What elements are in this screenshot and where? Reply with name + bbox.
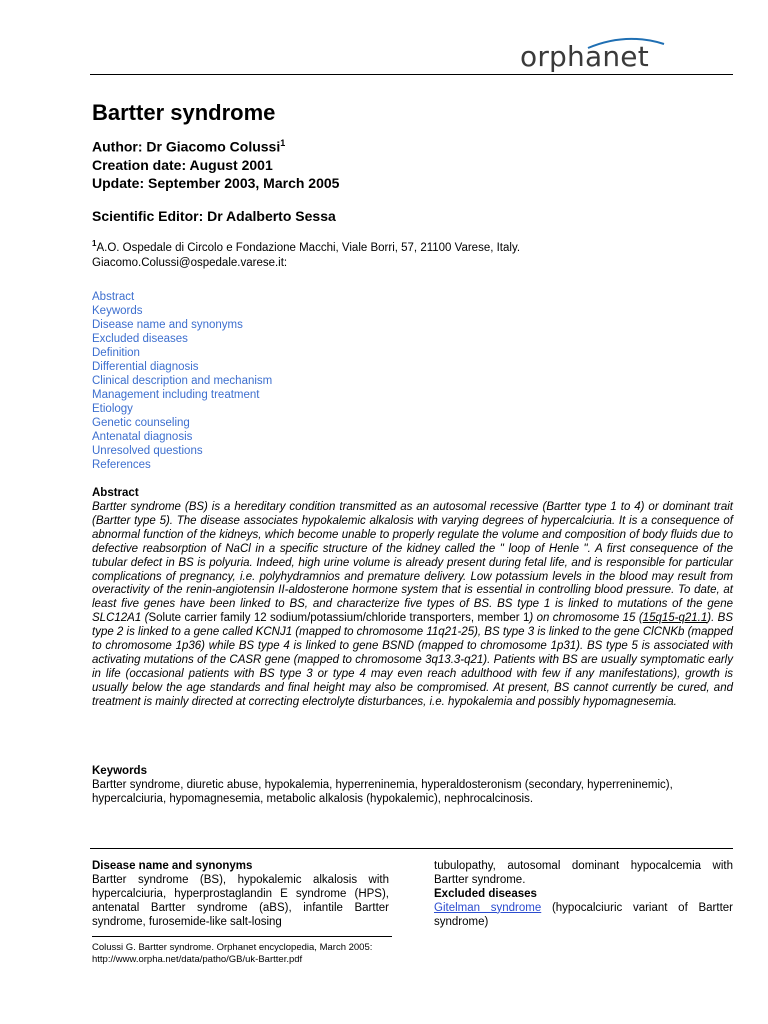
scientific-editor: Scientific Editor: Dr Adalberto Sessa: [92, 208, 336, 224]
header-rule: [90, 74, 733, 75]
page-title: Bartter syndrome: [92, 100, 276, 125]
synonyms-continuation: tubulopathy, autosomal dominant hypocalcemia with Bartter syndrome.: [434, 860, 733, 886]
footnote-rule: [92, 936, 392, 937]
toc-link-management[interactable]: Management including treatment: [92, 389, 260, 401]
toc-link-definition[interactable]: Definition: [92, 347, 140, 359]
toc-link-disease-name[interactable]: Disease name and synonyms: [92, 319, 243, 331]
author-text: Author: Dr Giacomo Colussi: [92, 138, 281, 155]
gitelman-syndrome-link[interactable]: Gitelman syndrome: [434, 901, 542, 914]
creation-date: Creation date: August 2001: [92, 157, 273, 173]
section-rule: [90, 848, 733, 849]
abstract-body: [92, 501, 733, 710]
disease-name-text: Bartter syndrome (BS), hypokalemic alkalosis with hypercalciuria, hyperprostaglandin E syndrome (HPS), antenatal Bartter syndrome (aBS), infantile Bartter syndrome, furosemide-like salt-losing: [92, 873, 389, 928]
author-line: [92, 138, 285, 155]
update-date: Update: September 2003, March 2005: [92, 175, 340, 191]
table-of-contents: [92, 290, 272, 472]
toc-link-genetic-counseling[interactable]: Genetic counseling: [92, 417, 190, 429]
affiliation-address: A.O. Ospedale di Circolo e Fondazione Macchi, Viale Borri, 57, 21100 Varese, Italy.: [96, 241, 521, 254]
abstract-text-3: ). BS type 2 is linked to a gene called KCNJ1 (mapped to chromosome 11q21-25), BS type 3 is linked to the gene ClCNKb (mapped to chromosome 1p36) while BS type 4 is linked to gene BSND (mapped to chromosome 1p31). BS type 5 is associated with activating mutations of the CASR gene (mapped to chromosome 3q13.3-q21). Patients with BS are usually symptomatic early in life (occasional patients with BS type 3 or type 4 may even reach adulthood with few if any manifestations), growth is usually below the age standards and final height may also be compromised. At present, BS cannot currently be cured, and treatment is mainly directed at correcting electrolyte disturbances, i.e. hypokalemia and possibly hypomagnesemia.: [92, 612, 734, 708]
affiliation: [92, 236, 520, 271]
toc-link-clinical-description[interactable]: Clinical description and mechanism: [92, 375, 273, 387]
toc-link-references[interactable]: References: [92, 459, 151, 471]
toc-link-etiology[interactable]: Etiology: [92, 403, 133, 415]
toc-link-abstract[interactable]: Abstract: [92, 291, 135, 303]
abstract-gene-name: Solute carrier family 12 sodium/potassium/chloride transporters, member 1: [148, 612, 530, 625]
logo-text: orphanet: [520, 40, 649, 73]
toc-link-unresolved-questions[interactable]: Unresolved questions: [92, 445, 203, 457]
toc-link-keywords[interactable]: Keywords: [92, 305, 143, 317]
toc-link-differential-diagnosis[interactable]: Differential diagnosis: [92, 361, 199, 373]
disease-name-heading: Disease name and synonyms: [92, 860, 253, 872]
toc-link-antenatal-diagnosis[interactable]: Antenatal diagnosis: [92, 431, 193, 443]
footnote-citation: Colussi G. Bartter syndrome. Orphanet encyclopedia, March 2005:: [92, 942, 373, 953]
abstract-heading: Abstract: [92, 487, 139, 499]
excluded-diseases-heading: Excluded diseases: [434, 887, 537, 900]
logo-swoosh-icon: [586, 36, 666, 50]
excluded-diseases-text: (hypocalciuric variant of Bartter syndrome): [434, 901, 733, 928]
right-column: [434, 860, 733, 930]
footnote-url: http://www.orpha.net/data/patho/GB/uk-Bartter.pdf: [92, 954, 303, 965]
abstract-locus-link[interactable]: 15q15-q21.1: [642, 612, 708, 625]
keywords-text: Bartter syndrome, diuretic abuse, hypokalemia, hyperreninemia, hyperaldosteronism (secondary, hyperreninemic), hypercalciuria, hypomagnesemia, metabolic alkalosis (hypokalemic), nephrocalcinosis.: [92, 779, 673, 805]
left-column: [92, 860, 389, 930]
affiliation-sup: 1: [92, 239, 97, 248]
keywords-heading: Keywords: [92, 765, 147, 777]
footnote: [92, 942, 372, 966]
toc-link-excluded-diseases[interactable]: Excluded diseases: [92, 333, 188, 345]
author-sup: 1: [280, 138, 286, 148]
abstract-text-1: Bartter syndrome (BS) is a hereditary condition transmitted as an autosomal recessive (Bartter type 1 to 4) or dominant trait (Bartter type 5). The disease associates hypokalemic alkalosis with varying degrees of hypercalciuria. It is a consequence of abnormal function of the kidneys, which become unable to properly regulate the volume and composition of body fluids due to defective reabsorption of NaCl in a specific structure of the kidney called the " loop of Henle ". A first consequence of the tubular defect in BS is polyuria. Indeed, high urine volume is already present during fetal life, and is responsible for particular complications of pregnancy, i.e. polyhydramnios and premature delivery. Low potassium levels in the blood may result from overactivity of the renin-angiotensin II-aldosterone hormone system that is essential in controlling blood pressure. To date, at least five genes have been linked to BS, and characterize five types of BS. BS type 1 is linked to mutations of the gene SLC12A1 (: [92, 501, 733, 625]
affiliation-email: Giacomo.Colussi@ospedale.varese.it:: [92, 256, 288, 269]
orphanet-logo: [520, 40, 649, 73]
abstract-text-2: ) on chromosome 15 (: [529, 612, 643, 625]
